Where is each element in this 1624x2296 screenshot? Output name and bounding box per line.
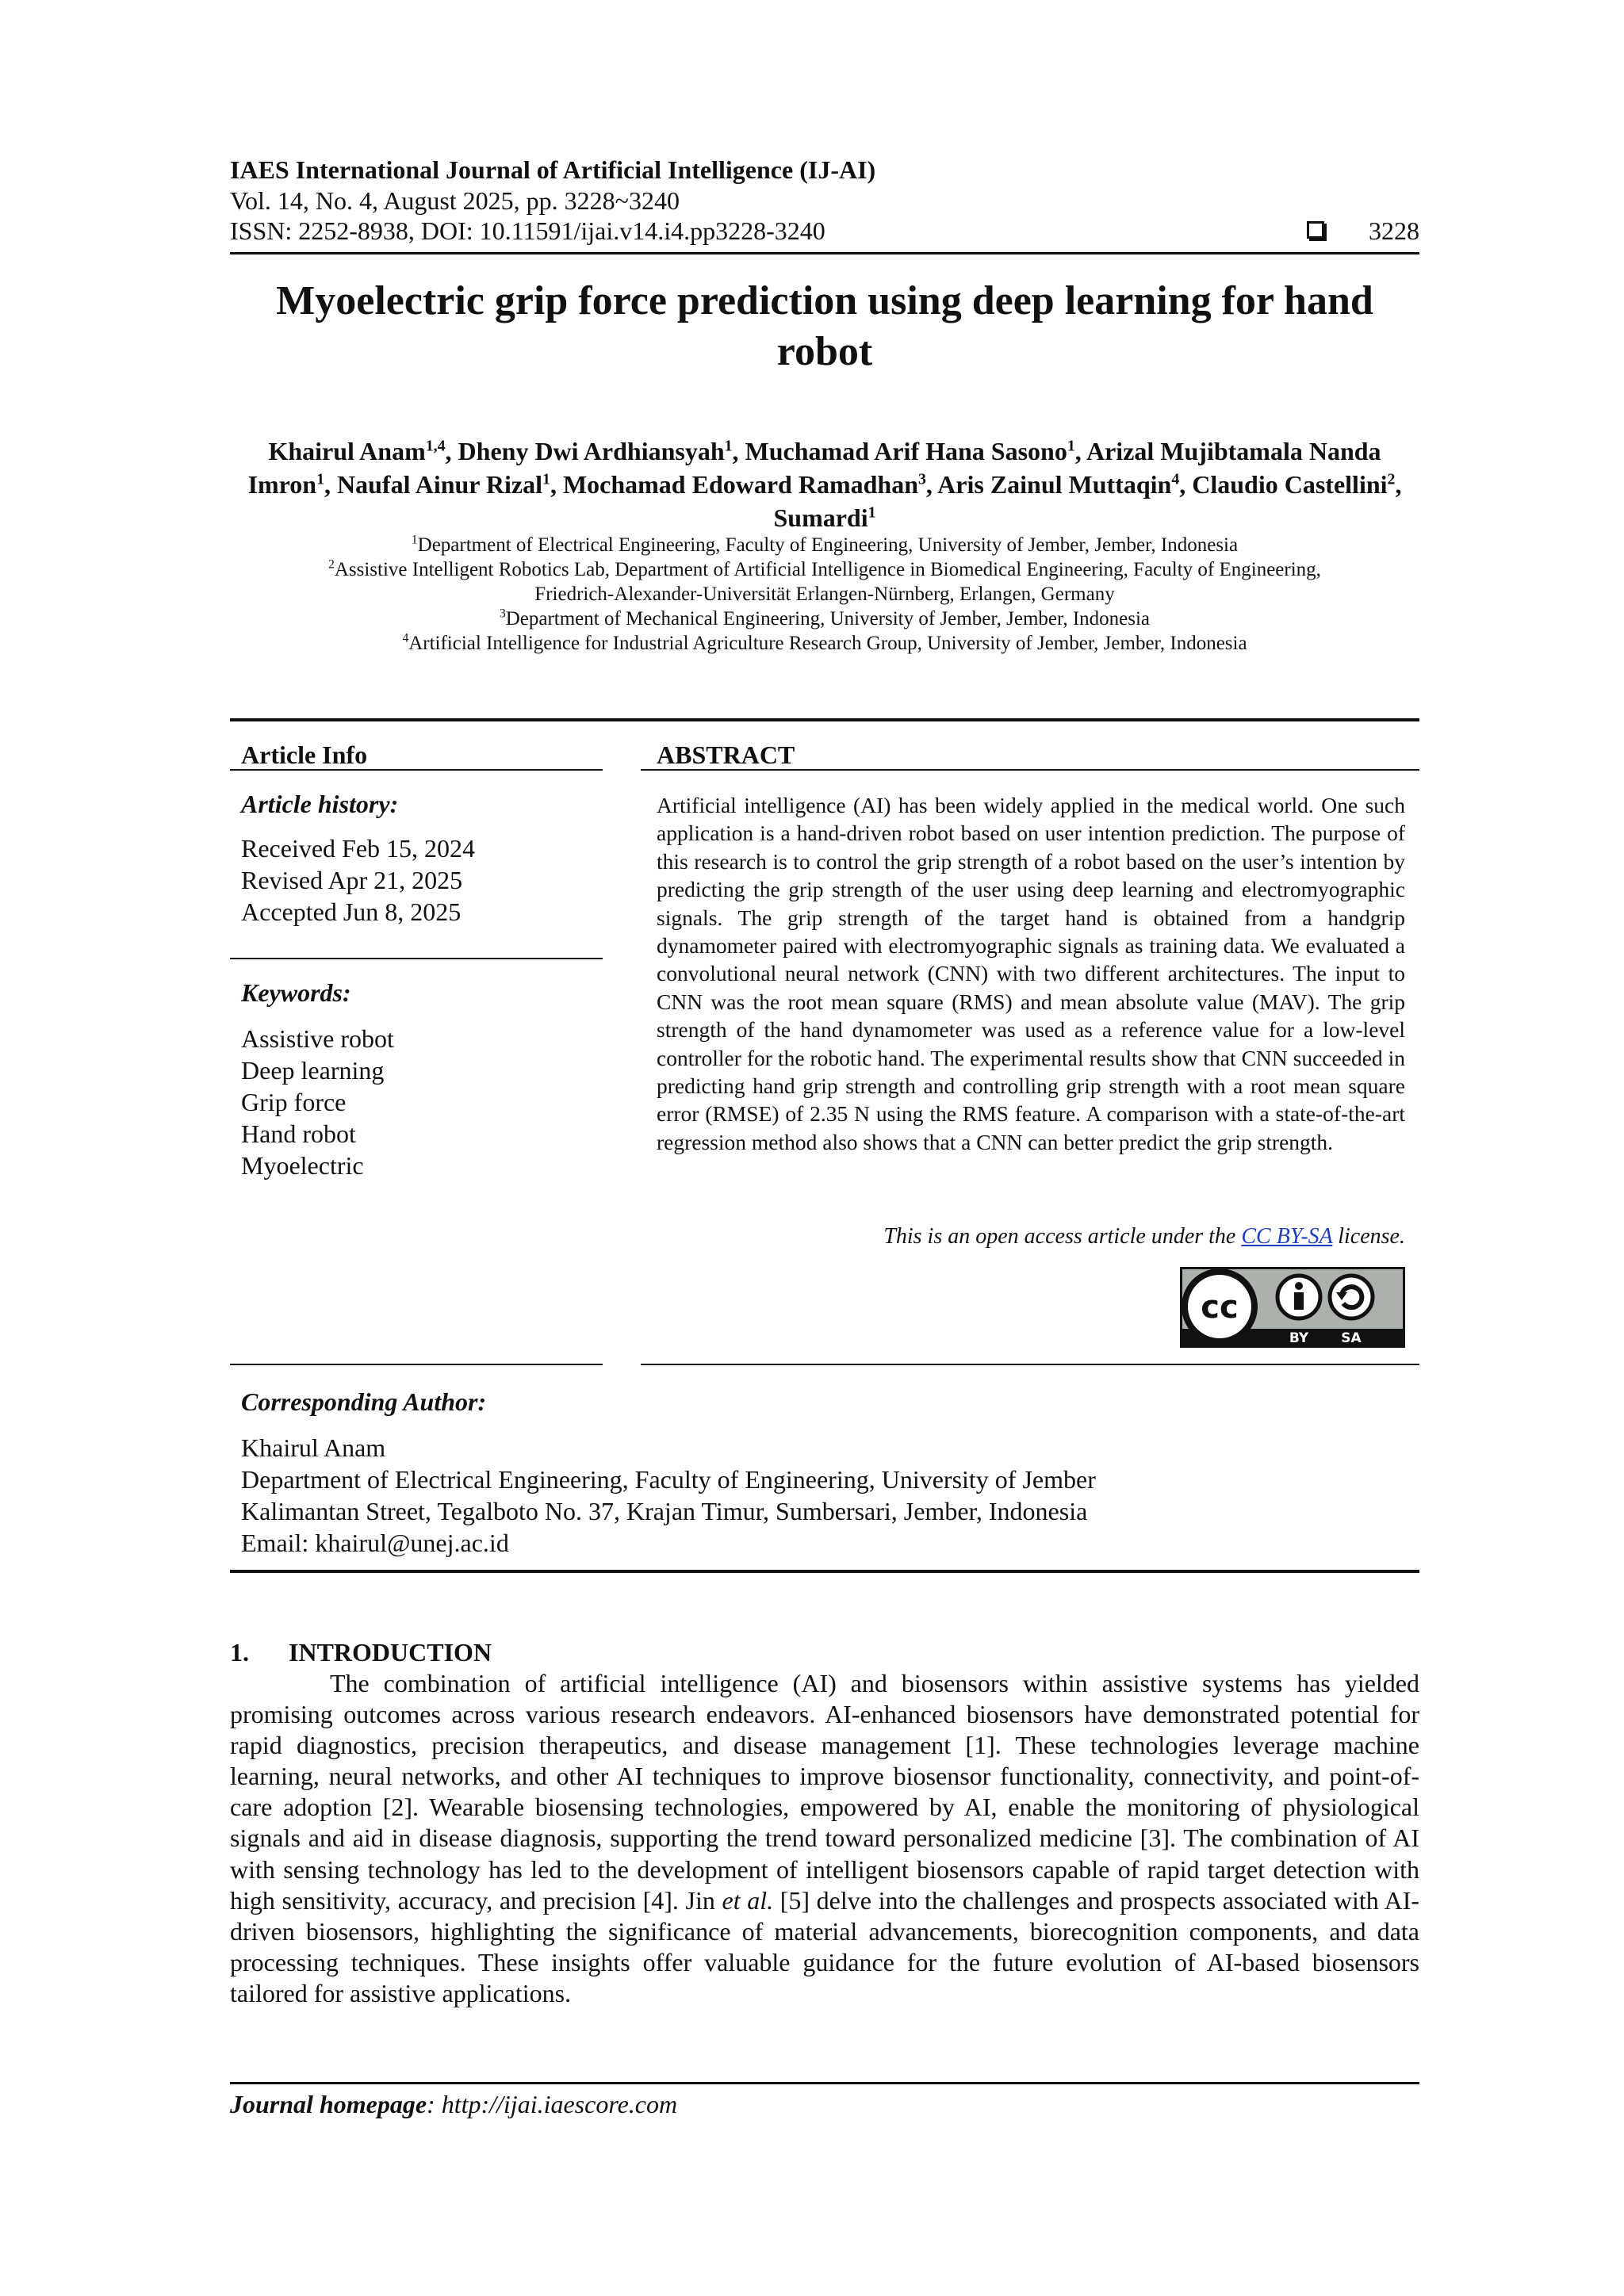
history-accepted: Accepted Jun 8, 2025 <box>241 897 462 926</box>
affiliation-text: Assistive Intelligent Robotics Lab, Department of Artificial Intelligence in Biomedical Engineering, Faculty of Engineering, <box>334 559 1321 580</box>
keyword-item: Grip force <box>241 1088 347 1116</box>
affiliation-line <box>230 533 1419 557</box>
author-name: Sumardi <box>773 503 868 532</box>
author-separator: , <box>1179 470 1193 499</box>
author-name: Khairul Anam <box>268 437 426 465</box>
author-separator: , <box>550 470 563 499</box>
affiliation-mark: 4 <box>402 631 409 645</box>
article-info-heading: Article Info <box>241 740 368 769</box>
article-history-heading: Article history: <box>241 790 399 818</box>
footer <box>230 2088 677 2120</box>
corresponding-address: Kalimantan Street, Tegalboto No. 37, Krajan Timur, Sumbersari, Jember, Indonesia <box>241 1497 1088 1525</box>
author-name: Claudio Castellini <box>1192 470 1388 499</box>
affiliation-line <box>230 582 1419 607</box>
author-name: Dheny Dwi Ardhiansyah <box>458 437 725 465</box>
author-separator: , <box>1074 437 1086 465</box>
history-keywords-rule <box>230 958 603 959</box>
history-received: Received Feb 15, 2024 <box>241 834 476 863</box>
journal-issn-doi: ISSN: 2252-8938, DOI: 10.11591/ijai.v14.i4.pp3228-3240 <box>230 216 825 245</box>
affiliation-mark: 3 <box>499 607 506 621</box>
license-suffix: license. <box>1332 1224 1405 1249</box>
keyword-item: Hand robot <box>241 1119 356 1148</box>
page-number: 3228 <box>1369 216 1419 245</box>
paper-title-line1: Myoelectric grip force prediction using deep learning for hand <box>276 278 1373 323</box>
author-separator: , <box>732 437 745 465</box>
author-affiliation-mark: 1,4 <box>425 437 446 455</box>
corresponding-block <box>241 1432 1096 1559</box>
abstract-heading: ABSTRACT <box>657 740 795 769</box>
article-info-bottom-rule <box>230 1364 603 1365</box>
license-link[interactable]: CC BY-SA <box>1241 1224 1333 1249</box>
affiliation-line <box>230 557 1419 582</box>
affiliation-text: Department of Electrical Engineering, Faculty of Engineering, University of Jember, Jember, Indonesia <box>417 534 1239 556</box>
header-rule <box>230 252 1419 254</box>
footer-rule <box>230 2082 1419 2084</box>
author-name: Mochamad Edoward Ramadhan <box>562 470 918 499</box>
author-name: Aris Zainul Muttaqin <box>937 470 1172 499</box>
author-name: Naufal Ainur Rizal <box>337 470 543 499</box>
footer-url[interactable]: : http://ijai.iaescore.com <box>427 2090 678 2118</box>
author-affiliation-mark: 1 <box>542 470 550 488</box>
affiliation-mark: 1 <box>411 533 418 547</box>
keywords-heading: Keywords: <box>241 978 351 1007</box>
page-marker-icon <box>1307 221 1324 239</box>
author-separator: , <box>445 437 458 465</box>
history-revised: Revised Apr 21, 2025 <box>241 866 463 894</box>
author-affiliation-mark: 4 <box>1171 470 1180 488</box>
affiliation-text: Department of Mechanical Engineering, University of Jember, Jember, Indonesia <box>505 608 1151 629</box>
keywords-list <box>241 1023 394 1181</box>
journal-volume: Vol. 14, No. 4, August 2025, pp. 3228~3240 <box>230 186 680 215</box>
author-separator: , <box>925 470 938 499</box>
badge-by-label: BY <box>1289 1330 1309 1346</box>
corresponding-heading: Corresponding Author: <box>241 1387 487 1416</box>
author-affiliation-mark: 1 <box>724 437 733 455</box>
license-prefix: This is an open access article under the <box>883 1224 1242 1249</box>
author-affiliation-mark: 3 <box>918 470 926 488</box>
intro-etal: et al. <box>722 1885 774 1915</box>
affiliation-text: Friedrich-Alexander-Universität Erlangen-Nürnberg, Erlangen, Germany <box>534 584 1115 605</box>
corresponding-bottom-rule <box>230 1570 1419 1573</box>
author-affiliation-mark: 1 <box>868 503 876 522</box>
license-statement <box>883 1223 1405 1251</box>
author-affiliation-mark: 2 <box>1387 470 1396 488</box>
info-top-rule <box>230 718 1419 721</box>
corresponding-email: Email: khairul@unej.ac.id <box>241 1529 509 1557</box>
badge-sa-label: SA <box>1341 1330 1362 1346</box>
intro-text-part1: The combination of artificial intelligence (AI) and biosensors within assistive systems has yielded promising outcomes across various research endeavors. AI-enhanced biosensors have demonstrated potential for rapid diagnostics, precision therapeutics, and disease management [1]. These technologies leverage machine learning, neural networks, and other AI techniques to improve biosensor functionality, connectivity, and point-of-care adoption [2]. Wearable biosensing technologies, empowered by AI, enable the monitoring of physiological signals and aid in disease diagnosis, supporting the trend toward personalized medicine [3]. The combination of AI with sensing technology has led to the development of intelligent biosensors capable of rapid target detection with high sensitivity, accuracy, and precision [4]. Jin <box>230 1669 1419 1915</box>
corresponding-dept: Department of Electrical Engineering, Faculty of Engineering, University of Jember <box>241 1465 1096 1494</box>
author-affiliation-mark: 1 <box>316 470 325 488</box>
author-list <box>230 434 1419 534</box>
keyword-item: Assistive robot <box>241 1024 394 1053</box>
keyword-item: Deep learning <box>241 1056 385 1085</box>
article-history-list <box>241 832 475 928</box>
affiliation-mark: 2 <box>328 557 335 572</box>
journal-title: IAES International Journal of Artificial Intelligence (IJ-AI) <box>230 155 876 184</box>
paper-title <box>230 276 1419 377</box>
affiliation-line <box>230 631 1419 656</box>
section-number: 1. <box>230 1638 249 1667</box>
affiliation-line <box>230 607 1419 631</box>
affiliation-text: Artificial Intelligence for Industrial Agriculture Research Group, University of Jember, Jember, Indonesia <box>408 633 1247 654</box>
affiliation-list <box>230 533 1419 656</box>
svg-text:cc: cc <box>1201 1289 1239 1326</box>
abstract-text: Artificial intelligence (AI) has been widely applied in the medical world. One such application is a hand-driven robot based on user intention prediction. The purpose of this research is to control the grip strength of a robot based on the user’s intention by predicting the grip strength of the user using deep learning and electromyographic signals. The grip strength of the target hand is obtained from a handgrip dynamometer paired with electromyographic signals as training data. We evaluated a convolutional neural network (CNN) with two different architectures. The input to CNN was the root mean square (RMS) and mean absolute value (MAV). The grip strength of the hand dynamometer was used as a reference value for a low-level controller for the robotic hand. The experimental results show that CNN succeeded in predicting hand grip strength and controlling grip strength with a root mean square error (RMSE) of 2.35 N using the RMS feature. A comparison with a state-of-the-art regression method also shows that a CNN can better predict the grip strength. <box>657 793 1405 1154</box>
abstract-bottom-rule <box>641 1364 1419 1365</box>
footer-label: Journal homepage <box>230 2090 427 2118</box>
author-separator: , <box>1395 470 1402 499</box>
paper-title-line2: robot <box>776 329 873 374</box>
cc-by-sa-badge-icon[interactable] <box>1180 1267 1405 1348</box>
keyword-item: Myoelectric <box>241 1151 364 1180</box>
author-separator: , <box>324 470 338 499</box>
corresponding-name: Khairul Anam <box>241 1433 386 1462</box>
author-affiliation-mark: 1 <box>1067 437 1075 455</box>
section-heading: INTRODUCTION <box>289 1638 492 1667</box>
introduction-paragraph <box>230 1668 1419 2009</box>
intro-text-part2: [5] delve into the challenges and prospects associated with AI-driven biosensors, highlighting the significance of material advancements, biorecognition components, and data processing techniques. These insights offer valuable guidance for the future evolution of AI-based biosensors tailored for assistive applications. <box>230 1885 1419 2007</box>
author-name: Arizal Mujibtamala Nanda Imron <box>247 437 1381 499</box>
author-name: Muchamad Arif Hana Sasono <box>745 437 1067 465</box>
